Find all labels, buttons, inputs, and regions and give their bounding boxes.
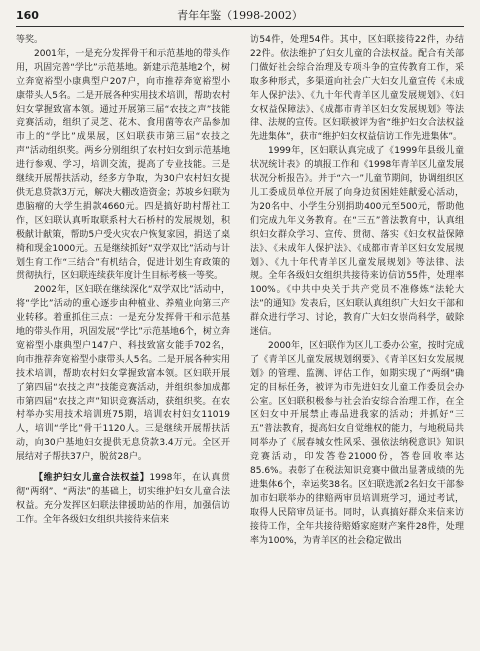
paragraph: 2002年，区妇联在继续深化“双学双比”活动中，将“学比”活动的重心逐步由种植业、养殖业向第三产业转移。着重抓住三点：一是充分发挥骨干和示范基地的带头作用，巩固发展“学比”示范基地6个，树立奔宽裕型小康典型户147户、科技致富女能手702名，向市推荐奔宽裕型小康带头人5名。二是开展各种实用技术培训，帮助农村妇女掌握致富本领。区妇联开展了第四届“农技之声”技能竞赛活动，并组织参加成都市第四届“农技之声”知识竞赛活动，获组织奖。在农村举办实用技术培训班75期，培训农村妇女11019人，培训“学比”骨干1120人。三是继续开展帮扶活动，向30户基地妇女提供无息贷款3.4万元。全区开展结对子帮扶37户，脱贫28户。 — [16, 285, 230, 463]
paragraph: 等奖。 — [16, 35, 44, 45]
paragraph: 2001年，一是充分发挥骨干和示范基地的带头作用，巩固完善“学比”示范基地。新建示范基地2个，树立奔宽裕型小康典型户207户，向市推荐奔宽裕型小康带头人5名。二是开展各种实用技术培训，帮助农村妇女掌握致富本领。通过开展第三届“农技之声”技能竞赛活动，组织了灵芝、花木、食用菌等农产品参加市上的“学比”成果展，区妇联获市第三届“农技之声”活动组织奖。两乡分别组织了农村妇女到示范基地进行参观、学习，培训交流，提高了专业技能。三是继续开展帮扶活动，经多方争取，为30户农村妇女提供无息贷款3万元，解决大棚改造资金；苏坡乡妇联为患脑瘤的大学生捐款4660元。四是搞好助村帮社工作，区妇联认真听取联系村大石桥村的发展规划，积极献计献策，帮助5户受火灾农户恢复家园，捐送了桌椅和现金1000元。五是继续抓好“双学双比”活动与计划生育工作“三结合”有机结合，促进计划生育政策的贯彻执行，区妇联连续获年度计生目标考核一等奖。 — [16, 48, 230, 282]
paragraph: 访54件，处理54件。其中，区妇联接待22件，办结22件。依法维护了妇女儿童的合法权益。配合有关部门做好社会综合治理及专项斗争的宣传教育工作，采取多种形式，多渠道向社会广大妇女儿童宣传《未成年人保护法》、《九十年代青羊区儿童发展规划》、《妇女权益保障法》、《成都市青羊区妇女发展规划》等法律、法规的宣传。区妇联被评为省“维护妇女合法权益先进集体”，获市“维护妇女权益信访工作先进集体”。 — [250, 35, 464, 143]
section-paragraph — [16, 472, 230, 528]
page-number: 160 — [16, 9, 39, 22]
page-header — [16, 6, 464, 27]
paragraph: 1999年，区妇联认真完成了《1999年县级儿童状况统计表》的填报工作和《1998年青羊区儿童发展状况分析报告》。并于“六一”儿童节期间，协调组织区儿工委成员单位开展了向身边贫困娃娃献爱心活动，为20名中、小学生分别捐助400元至500元，帮助他们完成九年义务教育。在“三五”普法教育中，认真组织妇女群众学习、宣传、贯彻、落实《妇女权益保障法》、《未成年人保护法》、《成都市青羊区妇女发展规划》、《九十年代青羊区儿童发展规划》等法律、法规。全年各级妇女组织共接待来访信访55件，处理率100%。《中共中央关于共产党员不准修炼“法轮大法”的通知》发表后，区妇联认真组织广大妇女干部和群众进行学习、讨论，教育广大妇女崇尚科学，破除迷信。 — [250, 146, 464, 338]
paragraph: 2000年，区妇联作为区儿工委办公室，按时完成了《青羊区儿童发展规划纲要》、《青羊区妇女发展规划》的管理、监测、评估工作，如期实现了“两纲”确定的目标任务，被评为市先进妇女儿童工作委员会办公室。区妇联积极参与社会治安综合治理工作，在全区妇女中开展禁止毒品进我家的活动；并抓好“三五”普法教育，提高妇女自觉维权的能力，与地税局共同举办了《展春城女性风采、强依法纳税意识》知识竞赛活动，印发答卷21000份，答卷回收率达85.6%。表彰了在税法知识竞赛中做出显著成绩的先进集体6个，幸运奖38名。区妇联选派2名妇女干部参加市妇联举办的律赔两审员培训班学习，通过考试，取得人民陪审员证书。同时，认真搞好群众来信来访接待工作，全年共接待赔婚家庭财产案件28件，处理率为100%，为青羊区的社会稳定做出 — [250, 340, 464, 546]
right-column — [250, 34, 464, 549]
section-title: 【维护妇女儿童合法权益】 — [34, 473, 150, 484]
section-text: 1998年，在认真贯彻“两纲”、“两法”的基础上，切实维护妇女儿童合法权益。充分发挥区妇联法律援助站的作用，加强信访工作。全年各级妇女组织共接待来信来 — [16, 473, 230, 525]
left-column — [16, 34, 230, 528]
running-title: 青年年鉴（1998-2002） — [177, 9, 303, 22]
